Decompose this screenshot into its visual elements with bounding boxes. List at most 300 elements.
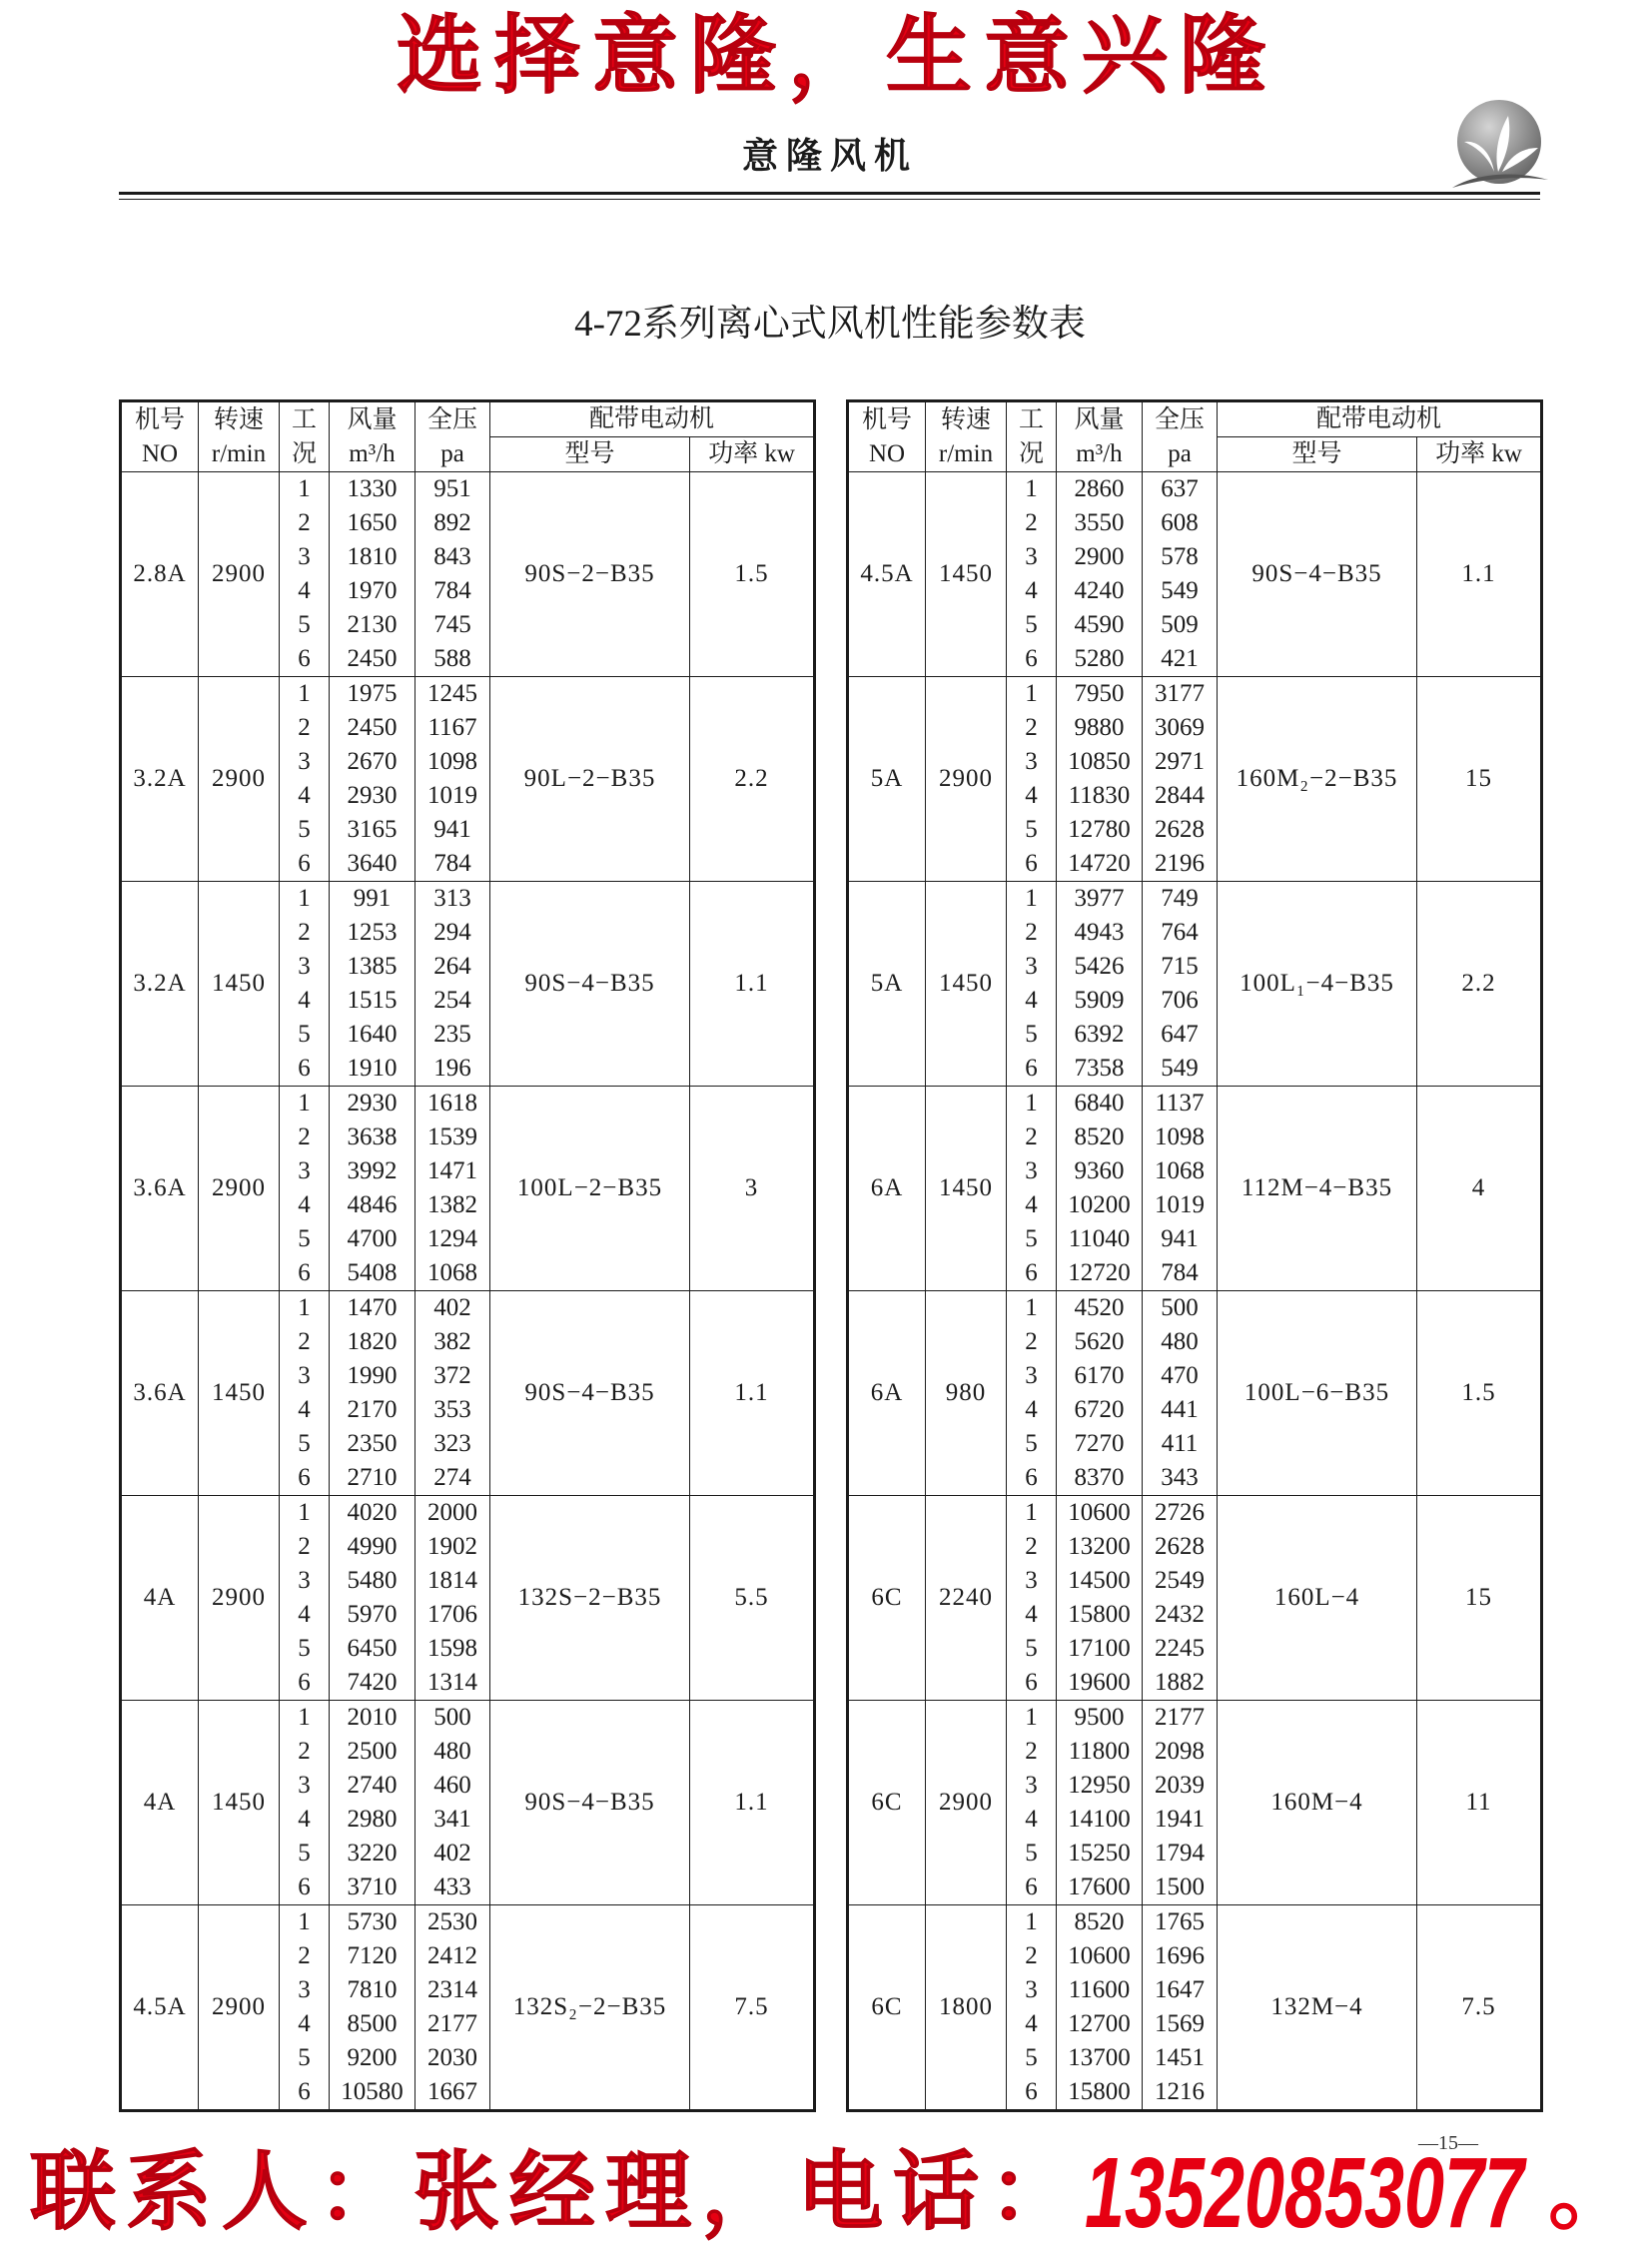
condition-cell: 4 bbox=[280, 984, 330, 1018]
condition-cell: 3 bbox=[280, 1973, 330, 2007]
airflow-cell: 12780 bbox=[1057, 813, 1143, 847]
condition-cell: 3 bbox=[280, 1359, 330, 1393]
contact-label: 联系人：张经理，电话： bbox=[30, 2141, 1085, 2242]
header-rule-thick bbox=[119, 192, 1540, 195]
speed-cell: 1800 bbox=[926, 1905, 1007, 2111]
pressure-cell: 402 bbox=[415, 1291, 490, 1326]
airflow-cell: 14500 bbox=[1057, 1564, 1143, 1598]
pressure-cell: 480 bbox=[415, 1735, 490, 1769]
speed-cell: 1450 bbox=[199, 1701, 280, 1905]
header-unit: m³/h bbox=[1076, 439, 1123, 467]
pressure-cell: 1765 bbox=[1143, 1905, 1218, 1940]
airflow-cell: 1990 bbox=[330, 1359, 415, 1393]
airflow-cell: 2930 bbox=[330, 779, 415, 813]
airflow-cell: 991 bbox=[330, 882, 415, 917]
condition-cell: 4 bbox=[1007, 1598, 1057, 1632]
pressure-cell: 1569 bbox=[1143, 2007, 1218, 2041]
airflow-cell: 4520 bbox=[1057, 1291, 1143, 1326]
airflow-cell: 10850 bbox=[1057, 745, 1143, 779]
pressure-cell: 843 bbox=[415, 540, 490, 574]
airflow-cell: 4240 bbox=[1057, 574, 1143, 608]
condition-cell: 3 bbox=[1007, 745, 1057, 779]
fan-number-cell: 4A bbox=[121, 1701, 199, 1905]
header-label: 转速 bbox=[213, 405, 264, 433]
pressure-cell: 2039 bbox=[1143, 1769, 1218, 1803]
condition-cell: 1 bbox=[280, 1087, 330, 1121]
header-speed bbox=[199, 401, 280, 472]
pressure-cell: 2196 bbox=[1143, 847, 1218, 882]
pressure-cell: 1941 bbox=[1143, 1803, 1218, 1837]
airflow-cell: 2740 bbox=[330, 1769, 415, 1803]
condition-cell: 2 bbox=[280, 711, 330, 745]
condition-cell: 6 bbox=[280, 1666, 330, 1701]
airflow-cell: 6840 bbox=[1057, 1087, 1143, 1121]
condition-cell: 4 bbox=[1007, 574, 1057, 608]
pressure-cell: 1019 bbox=[1143, 1188, 1218, 1222]
condition-cell: 1 bbox=[280, 1905, 330, 1940]
header-label: 况 bbox=[1018, 439, 1044, 467]
condition-cell: 6 bbox=[1007, 1666, 1057, 1701]
condition-cell: 4 bbox=[280, 2007, 330, 2041]
header-motor-model: 型号 bbox=[1218, 437, 1417, 472]
table-row bbox=[848, 472, 1542, 507]
condition-cell: 1 bbox=[280, 1496, 330, 1531]
airflow-cell: 1810 bbox=[330, 540, 415, 574]
header-label: 转速 bbox=[940, 405, 991, 433]
pressure-cell: 1137 bbox=[1143, 1087, 1218, 1121]
airflow-cell: 11800 bbox=[1057, 1735, 1143, 1769]
header-motor: 配带电动机 bbox=[1218, 401, 1542, 437]
motor-model-cell: 132S−2−B35 bbox=[490, 1496, 690, 1701]
airflow-cell: 12720 bbox=[1057, 1256, 1143, 1291]
airflow-cell: 9360 bbox=[1057, 1154, 1143, 1188]
header-label: 机号 bbox=[861, 405, 912, 433]
motor-power-cell: 1.1 bbox=[690, 1701, 815, 1905]
motor-power-cell: 1.5 bbox=[1417, 1291, 1542, 1496]
condition-cell: 5 bbox=[1007, 2041, 1057, 2075]
condition-cell: 6 bbox=[280, 1256, 330, 1291]
airflow-cell: 1640 bbox=[330, 1018, 415, 1052]
motor-power-cell: 7.5 bbox=[1417, 1905, 1542, 2111]
condition-cell: 3 bbox=[1007, 1359, 1057, 1393]
condition-cell: 1 bbox=[280, 472, 330, 507]
pressure-cell: 313 bbox=[415, 882, 490, 917]
condition-cell: 2 bbox=[280, 506, 330, 540]
condition-cell: 2 bbox=[1007, 916, 1057, 950]
header-unit: pa bbox=[440, 439, 464, 467]
airflow-cell: 1253 bbox=[330, 916, 415, 950]
airflow-cell: 8500 bbox=[330, 2007, 415, 2041]
speed-cell: 2900 bbox=[199, 1087, 280, 1291]
pressure-cell: 1471 bbox=[415, 1154, 490, 1188]
brand-header: 意隆风机 bbox=[741, 135, 918, 177]
airflow-cell: 2500 bbox=[330, 1735, 415, 1769]
airflow-cell: 2860 bbox=[1057, 472, 1143, 507]
airflow-cell: 4846 bbox=[330, 1188, 415, 1222]
condition-cell: 3 bbox=[280, 950, 330, 984]
pressure-cell: 1098 bbox=[415, 745, 490, 779]
airflow-cell: 10580 bbox=[330, 2075, 415, 2111]
airflow-cell: 2130 bbox=[330, 608, 415, 642]
airflow-cell: 9200 bbox=[330, 2041, 415, 2075]
airflow-cell: 1970 bbox=[330, 574, 415, 608]
speed-cell: 2900 bbox=[199, 677, 280, 882]
pressure-cell: 2098 bbox=[1143, 1735, 1218, 1769]
pressure-cell: 382 bbox=[415, 1325, 490, 1359]
airflow-cell: 7420 bbox=[330, 1666, 415, 1701]
condition-cell: 1 bbox=[1007, 1701, 1057, 1736]
pressure-cell: 1245 bbox=[415, 677, 490, 712]
motor-power-cell: 2.2 bbox=[1417, 882, 1542, 1087]
table-row bbox=[121, 1701, 815, 1736]
airflow-cell: 19600 bbox=[1057, 1666, 1143, 1701]
pressure-cell: 588 bbox=[415, 642, 490, 677]
table-row bbox=[121, 677, 815, 712]
header-label: 工 bbox=[1018, 405, 1044, 433]
condition-cell: 5 bbox=[280, 1632, 330, 1666]
pressure-cell: 1618 bbox=[415, 1087, 490, 1121]
table-row bbox=[848, 1905, 1542, 1940]
condition-cell: 6 bbox=[280, 2075, 330, 2111]
motor-power-cell: 15 bbox=[1417, 1496, 1542, 1701]
condition-cell: 6 bbox=[1007, 1256, 1057, 1291]
condition-cell: 4 bbox=[280, 1393, 330, 1427]
pressure-cell: 2412 bbox=[415, 1939, 490, 1973]
pressure-cell: 372 bbox=[415, 1359, 490, 1393]
condition-cell: 2 bbox=[1007, 1325, 1057, 1359]
airflow-cell: 13200 bbox=[1057, 1530, 1143, 1564]
condition-cell: 6 bbox=[1007, 2075, 1057, 2111]
airflow-cell: 6450 bbox=[330, 1632, 415, 1666]
pressure-cell: 274 bbox=[415, 1461, 490, 1496]
table-row bbox=[121, 1905, 815, 1940]
speed-cell: 2240 bbox=[926, 1496, 1007, 1701]
pressure-cell: 951 bbox=[415, 472, 490, 507]
airflow-cell: 2450 bbox=[330, 711, 415, 745]
pressure-cell: 764 bbox=[1143, 916, 1218, 950]
header-pressure bbox=[415, 401, 490, 472]
pressure-cell: 892 bbox=[415, 506, 490, 540]
airflow-cell: 3220 bbox=[330, 1837, 415, 1870]
pressure-cell: 941 bbox=[1143, 1222, 1218, 1256]
contact-end-mark: 。 bbox=[1548, 2141, 1634, 2242]
fan-number-cell: 3.6A bbox=[121, 1291, 199, 1496]
condition-cell: 6 bbox=[280, 642, 330, 677]
speed-cell: 1450 bbox=[926, 882, 1007, 1087]
pressure-cell: 1382 bbox=[415, 1188, 490, 1222]
speed-cell: 2900 bbox=[199, 1905, 280, 2111]
pressure-cell: 1814 bbox=[415, 1564, 490, 1598]
pressure-cell: 1706 bbox=[415, 1598, 490, 1632]
condition-cell: 3 bbox=[1007, 1154, 1057, 1188]
condition-cell: 4 bbox=[280, 1598, 330, 1632]
motor-power-cell: 5.5 bbox=[690, 1496, 815, 1701]
motor-model-cell: 160M−4 bbox=[1218, 1701, 1417, 1905]
condition-cell: 6 bbox=[280, 1461, 330, 1496]
airflow-cell: 5280 bbox=[1057, 642, 1143, 677]
condition-cell: 5 bbox=[280, 1222, 330, 1256]
header-motor-power: 功率 kw bbox=[1417, 437, 1542, 472]
motor-model-cell: 100L₁−4−B35 bbox=[1218, 882, 1417, 1087]
condition-cell: 2 bbox=[280, 1325, 330, 1359]
condition-cell: 3 bbox=[280, 1769, 330, 1803]
pressure-cell: 2000 bbox=[415, 1496, 490, 1531]
fan-number-cell: 5A bbox=[848, 882, 926, 1087]
pressure-cell: 402 bbox=[415, 1837, 490, 1870]
motor-model-cell: 100L−2−B35 bbox=[490, 1087, 690, 1291]
condition-cell: 6 bbox=[280, 847, 330, 882]
pressure-cell: 745 bbox=[415, 608, 490, 642]
airflow-cell: 1650 bbox=[330, 506, 415, 540]
motor-model-cell: 90L−2−B35 bbox=[490, 677, 690, 882]
condition-cell: 6 bbox=[1007, 1461, 1057, 1496]
motor-model-cell: 112M−4−B35 bbox=[1218, 1087, 1417, 1291]
pressure-cell: 1314 bbox=[415, 1666, 490, 1701]
airflow-cell: 5426 bbox=[1057, 950, 1143, 984]
header-row bbox=[848, 401, 1542, 437]
condition-cell: 6 bbox=[280, 1870, 330, 1905]
pressure-cell: 341 bbox=[415, 1803, 490, 1837]
header-label: 况 bbox=[291, 439, 317, 467]
airflow-cell: 2350 bbox=[330, 1427, 415, 1461]
condition-cell: 1 bbox=[1007, 472, 1057, 507]
pressure-cell: 2628 bbox=[1143, 1530, 1218, 1564]
motor-model-cell: 90S−4−B35 bbox=[490, 882, 690, 1087]
motor-power-cell: 7.5 bbox=[690, 1905, 815, 2111]
pressure-cell: 235 bbox=[415, 1018, 490, 1052]
fan-number-cell: 6C bbox=[848, 1496, 926, 1701]
table-row bbox=[848, 677, 1542, 712]
airflow-cell: 14100 bbox=[1057, 1803, 1143, 1837]
airflow-cell: 15250 bbox=[1057, 1837, 1143, 1870]
airflow-cell: 11600 bbox=[1057, 1973, 1143, 2007]
condition-cell: 5 bbox=[1007, 608, 1057, 642]
airflow-cell: 13700 bbox=[1057, 2041, 1143, 2075]
speed-cell: 1450 bbox=[926, 1087, 1007, 1291]
pressure-cell: 2030 bbox=[415, 2041, 490, 2075]
pressure-cell: 500 bbox=[415, 1701, 490, 1736]
airflow-cell: 11830 bbox=[1057, 779, 1143, 813]
table-row bbox=[848, 1291, 1542, 1326]
condition-cell: 1 bbox=[280, 1701, 330, 1736]
speed-cell: 2900 bbox=[926, 677, 1007, 882]
fan-number-cell: 2.8A bbox=[121, 472, 199, 677]
header-row bbox=[121, 401, 815, 437]
pressure-cell: 2314 bbox=[415, 1973, 490, 2007]
table-row bbox=[848, 1496, 1542, 1531]
condition-cell: 4 bbox=[1007, 984, 1057, 1018]
pressure-cell: 549 bbox=[1143, 1052, 1218, 1087]
speed-cell: 2900 bbox=[926, 1701, 1007, 1905]
airflow-cell: 17100 bbox=[1057, 1632, 1143, 1666]
airflow-cell: 1820 bbox=[330, 1325, 415, 1359]
table-row bbox=[848, 1701, 1542, 1736]
pressure-cell: 1902 bbox=[415, 1530, 490, 1564]
condition-cell: 3 bbox=[280, 1564, 330, 1598]
condition-cell: 4 bbox=[280, 1803, 330, 1837]
pressure-cell: 196 bbox=[415, 1052, 490, 1087]
header-unit: NO bbox=[141, 439, 179, 467]
condition-cell: 2 bbox=[280, 916, 330, 950]
condition-cell: 5 bbox=[280, 1018, 330, 1052]
contact-phone-number bbox=[1085, 2147, 1546, 2237]
condition-cell: 5 bbox=[1007, 1018, 1057, 1052]
header-unit: r/min bbox=[211, 439, 267, 467]
airflow-cell: 3640 bbox=[330, 847, 415, 882]
header-fan-number bbox=[848, 401, 926, 472]
page-number: —15— bbox=[1418, 2132, 1478, 2154]
speed-cell: 1450 bbox=[199, 1291, 280, 1496]
table-row bbox=[848, 882, 1542, 917]
pressure-cell: 3069 bbox=[1143, 711, 1218, 745]
airflow-cell: 15800 bbox=[1057, 2075, 1143, 2111]
airflow-cell: 4020 bbox=[330, 1496, 415, 1531]
condition-cell: 4 bbox=[1007, 779, 1057, 813]
airflow-cell: 3638 bbox=[330, 1121, 415, 1154]
speed-cell: 1450 bbox=[926, 472, 1007, 677]
speed-cell: 2900 bbox=[199, 1496, 280, 1701]
pressure-cell: 2844 bbox=[1143, 779, 1218, 813]
airflow-cell: 1515 bbox=[330, 984, 415, 1018]
contact-phone-text: 13520853077 bbox=[1085, 2147, 1528, 2237]
header-airflow bbox=[1057, 401, 1143, 472]
speed-cell: 1450 bbox=[199, 882, 280, 1087]
airflow-cell: 10200 bbox=[1057, 1188, 1143, 1222]
airflow-cell: 3550 bbox=[1057, 506, 1143, 540]
motor-model-cell: 132S₂−2−B35 bbox=[490, 1905, 690, 2111]
condition-cell: 4 bbox=[1007, 2007, 1057, 2041]
pressure-cell: 706 bbox=[1143, 984, 1218, 1018]
condition-cell: 5 bbox=[1007, 1222, 1057, 1256]
condition-cell: 5 bbox=[1007, 1427, 1057, 1461]
header-motor: 配带电动机 bbox=[490, 401, 815, 437]
fan-number-cell: 6A bbox=[848, 1087, 926, 1291]
pressure-cell: 2177 bbox=[415, 2007, 490, 2041]
speed-cell: 980 bbox=[926, 1291, 1007, 1496]
condition-cell: 2 bbox=[1007, 711, 1057, 745]
condition-cell: 3 bbox=[1007, 1973, 1057, 2007]
airflow-cell: 9880 bbox=[1057, 711, 1143, 745]
pressure-cell: 1068 bbox=[1143, 1154, 1218, 1188]
condition-cell: 2 bbox=[1007, 1530, 1057, 1564]
condition-cell: 1 bbox=[1007, 882, 1057, 917]
speed-cell: 2900 bbox=[199, 472, 280, 677]
pressure-cell: 433 bbox=[415, 1870, 490, 1905]
pressure-cell: 480 bbox=[1143, 1325, 1218, 1359]
airflow-cell: 5620 bbox=[1057, 1325, 1143, 1359]
airflow-cell: 8520 bbox=[1057, 1905, 1143, 1940]
airflow-cell: 12700 bbox=[1057, 2007, 1143, 2041]
airflow-cell: 11040 bbox=[1057, 1222, 1143, 1256]
condition-cell: 1 bbox=[280, 882, 330, 917]
header-label: 工 bbox=[291, 405, 317, 433]
pressure-cell: 2245 bbox=[1143, 1632, 1218, 1666]
condition-cell: 5 bbox=[280, 1837, 330, 1870]
pressure-cell: 608 bbox=[1143, 506, 1218, 540]
pressure-cell: 411 bbox=[1143, 1427, 1218, 1461]
pressure-cell: 647 bbox=[1143, 1018, 1218, 1052]
header-unit: NO bbox=[868, 439, 906, 467]
pressure-cell: 784 bbox=[415, 574, 490, 608]
airflow-cell: 2170 bbox=[330, 1393, 415, 1427]
airflow-cell: 3977 bbox=[1057, 882, 1143, 917]
pressure-cell: 784 bbox=[1143, 1256, 1218, 1291]
condition-cell: 1 bbox=[1007, 1291, 1057, 1326]
fan-number-cell: 3.2A bbox=[121, 882, 199, 1087]
fan-number-cell: 5A bbox=[848, 677, 926, 882]
pressure-cell: 500 bbox=[1143, 1291, 1218, 1326]
pressure-cell: 294 bbox=[415, 916, 490, 950]
pressure-cell: 509 bbox=[1143, 608, 1218, 642]
condition-cell: 3 bbox=[1007, 1564, 1057, 1598]
motor-model-cell: 160L−4 bbox=[1218, 1496, 1417, 1701]
pressure-cell: 3177 bbox=[1143, 677, 1218, 712]
pressure-cell: 2530 bbox=[415, 1905, 490, 1940]
pressure-cell: 2628 bbox=[1143, 813, 1218, 847]
slogan-banner: 选择意隆，生意兴隆 bbox=[397, 5, 1277, 106]
airflow-cell: 2010 bbox=[330, 1701, 415, 1736]
condition-cell: 4 bbox=[280, 779, 330, 813]
fan-number-cell: 4A bbox=[121, 1496, 199, 1701]
condition-cell: 6 bbox=[1007, 1870, 1057, 1905]
pressure-cell: 1667 bbox=[415, 2075, 490, 2111]
airflow-cell: 8370 bbox=[1057, 1461, 1143, 1496]
condition-cell: 3 bbox=[1007, 950, 1057, 984]
motor-power-cell: 11 bbox=[1417, 1701, 1542, 1905]
header-pressure bbox=[1143, 401, 1218, 472]
condition-cell: 3 bbox=[280, 1154, 330, 1188]
condition-cell: 2 bbox=[1007, 1735, 1057, 1769]
airflow-cell: 1975 bbox=[330, 677, 415, 712]
pressure-cell: 637 bbox=[1143, 472, 1218, 507]
airflow-cell: 2450 bbox=[330, 642, 415, 677]
condition-cell: 2 bbox=[280, 1530, 330, 1564]
condition-cell: 5 bbox=[1007, 1632, 1057, 1666]
pressure-cell: 2726 bbox=[1143, 1496, 1218, 1531]
condition-cell: 2 bbox=[280, 1939, 330, 1973]
pressure-cell: 549 bbox=[1143, 574, 1218, 608]
pressure-cell: 1098 bbox=[1143, 1121, 1218, 1154]
header-label: 全压 bbox=[1154, 405, 1205, 433]
pressure-cell: 1294 bbox=[415, 1222, 490, 1256]
condition-cell: 6 bbox=[1007, 847, 1057, 882]
airflow-cell: 12950 bbox=[1057, 1769, 1143, 1803]
condition-cell: 2 bbox=[1007, 506, 1057, 540]
pressure-cell: 2971 bbox=[1143, 745, 1218, 779]
condition-cell: 2 bbox=[280, 1121, 330, 1154]
fan-number-cell: 3.2A bbox=[121, 677, 199, 882]
airflow-cell: 5909 bbox=[1057, 984, 1143, 1018]
condition-cell: 2 bbox=[1007, 1939, 1057, 1973]
motor-power-cell: 2.2 bbox=[690, 677, 815, 882]
table-row bbox=[121, 882, 815, 917]
condition-cell: 1 bbox=[1007, 1087, 1057, 1121]
table-body bbox=[121, 472, 815, 2111]
fan-number-cell: 4.5A bbox=[848, 472, 926, 677]
airflow-cell: 5480 bbox=[330, 1564, 415, 1598]
airflow-cell: 7950 bbox=[1057, 677, 1143, 712]
performance-table-right bbox=[846, 399, 1543, 2112]
condition-cell: 5 bbox=[280, 813, 330, 847]
airflow-cell: 1385 bbox=[330, 950, 415, 984]
airflow-cell: 9500 bbox=[1057, 1701, 1143, 1736]
motor-model-cell: 160M₂−2−B35 bbox=[1218, 677, 1417, 882]
pressure-cell: 1019 bbox=[415, 779, 490, 813]
header-unit: r/min bbox=[938, 439, 994, 467]
pressure-cell: 1647 bbox=[1143, 1973, 1218, 2007]
condition-cell: 5 bbox=[280, 2041, 330, 2075]
pressure-cell: 1451 bbox=[1143, 2041, 1218, 2075]
